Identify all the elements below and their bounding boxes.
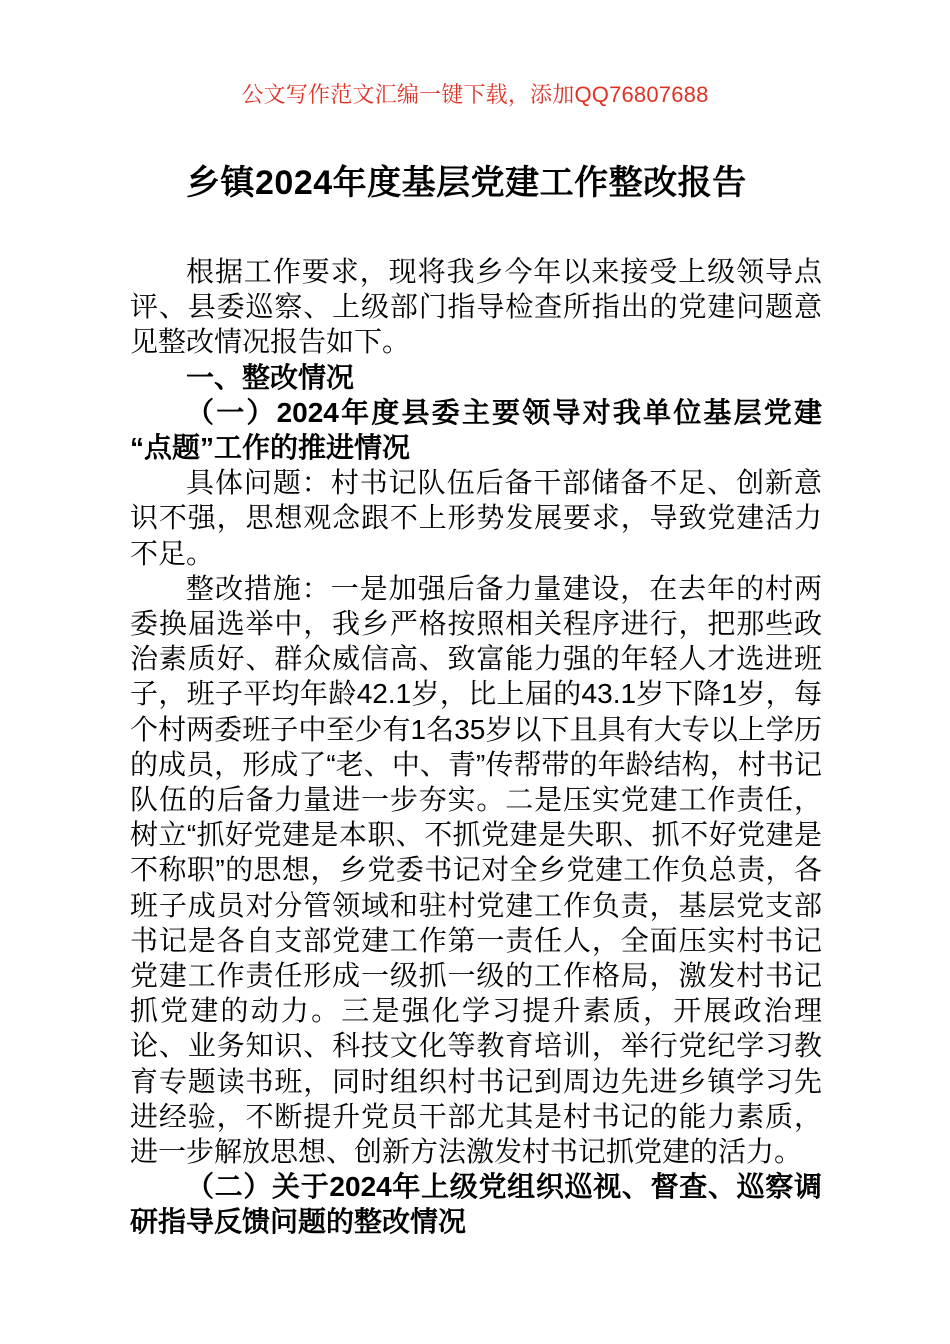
- promo-watermark-text: 公文写作范文汇编一键下载，添加QQ76807688: [241, 82, 709, 107]
- document-body: [130, 160, 822, 1240]
- paragraph-rectification-measures: 整改措施：一是加强后备力量建设，在去年的村两委换届选举中，我乡严格按照相关程序进行，把那些政治素质好、群众威信高、致富能力强的年轻人才选进班子，班子平均年龄42.1岁，比上届的43.1岁下降1岁，每个村两委班子中至少有1名35岁以下且具有大专以上学历的成员，形成了“老、中、青”传帮带的年龄结构，村书记队伍的后备力量进一步夯实。二是压实党建工作责任，树立“抓好党建是本职、不抓党建是失职、抓不好党建是不称职”的思想，乡党委书记对全乡党建工作负总责，各班子成员对分管领域和驻村党建工作负责，基层党支部书记是各自支部党建工作第一责任人，全面压实村书记党建工作责任形成一级抓一级的工作格局，激发村书记抓党建的动力。三是强化学习提升素质，开展政治理论、业务知识、科技文化等教育培训，举行党纪学习教育专题读书班，同时组织村书记到周边先进乡镇学习先进经验，不断提升党员干部尤其是村书记的能力素质，进一步解放思想、创新方法激发村书记抓党建的活力。: [130, 572, 822, 1168]
- subsection-heading-one-one: （一）2024年度县委主要领导对我单位基层党建“点题”工作的推进情况: [130, 396, 822, 464]
- title-spacer: [130, 206, 822, 254]
- subsection-heading-one-two: （二）关于2024年上级党组织巡视、督查、巡察调研指导反馈问题的整改情况: [130, 1171, 822, 1238]
- section-heading-one: 一、整改情况: [186, 361, 355, 393]
- paragraph-intro: 根据工作要求，现将我乡今年以来接受上级领导点评、县委巡察、上级部门指导检查所指出的党建问题意见整改情况报告如下。: [130, 256, 822, 358]
- paragraph-specific-problem: 具体问题：村书记队伍后备干部储备不足、创新意识不强，思想观念跟不上形势发展要求，导致党建活力不足。: [130, 467, 822, 569]
- page-title: 乡镇2024年度基层党建工作整改报告: [186, 164, 747, 202]
